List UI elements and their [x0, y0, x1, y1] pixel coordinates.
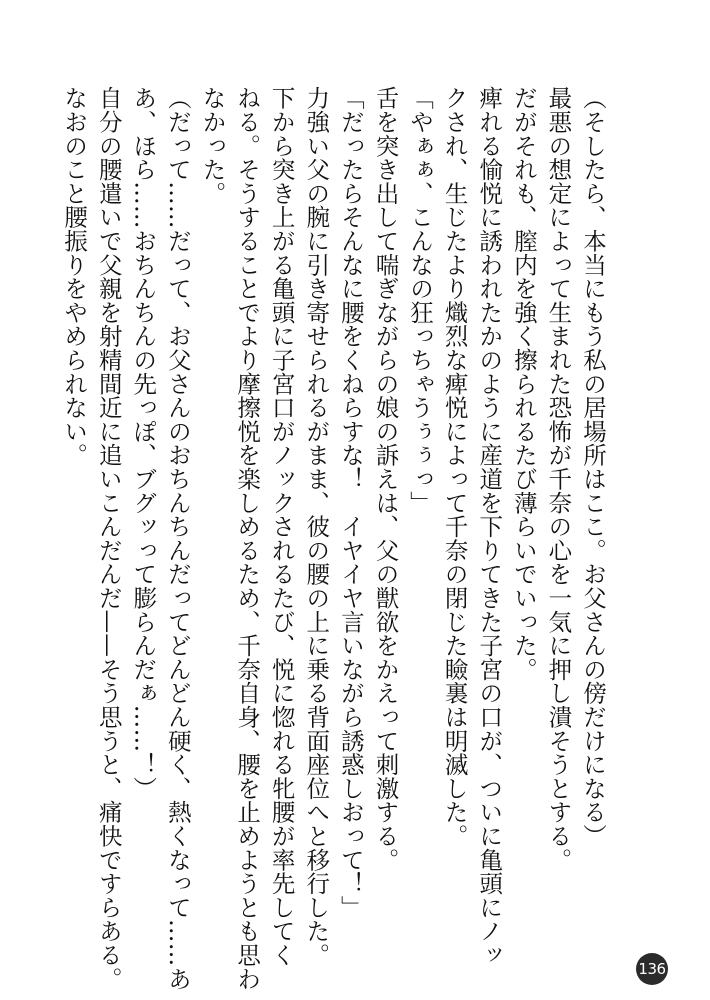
text-line: あ、ほら……おちんちんの先っぽ、ブグッって膨らんだぁ……！） [129, 86, 158, 800]
text-line: なかった。 [198, 86, 227, 205]
text-line: 「だったらそんなに腰をくねらすな！ イヤイヤ言いながら誘惑しおって！」 [336, 86, 365, 919]
text-line: 舌を突き出して喘ぎながらの娘の訴えは、父の獣欲をかえって刺激する。 [371, 86, 400, 872]
text-line: （だって……だって、お父さんのおちんちんだってどんどん硬く、熱くなって……あ [163, 86, 192, 991]
page-number: 136 [638, 960, 666, 978]
vertical-text-body [60, 86, 610, 991]
text-line: ねる。そうすることでより摩擦悦を楽しめるため、千奈自身、腰を止めようとも思わ [233, 86, 262, 991]
text-line: 最悪の想定によって生まれた恐怖が千奈の心を一気に押し潰そうとする。 [544, 86, 573, 872]
page-number-badge [636, 953, 668, 985]
text-line: クされ、生じたより熾烈な痺悦によって千奈の閉じた瞼裏は明滅した。 [440, 86, 469, 848]
text-line: （そしたら、本当にもう私の居場所はここ。お父さんの傍だけになる） [579, 86, 607, 848]
text-line: なおのこと腰振りをやめられない。 [60, 86, 89, 467]
text-line: 下から突き上がる亀頭に子宮口がノックされるたび、悦に惚れる牝腰が率先してく [267, 86, 296, 967]
text-line: だがそれも、膣内を強く擦られるたび薄らいでいった。 [509, 86, 538, 681]
text-line: 痺れる愉悦に誘われたかのように産道を下りてきた子宮の口が、ついに亀頭にノッ [475, 86, 504, 967]
text-line: 「やぁぁ、こんなの狂っちゃうぅぅっ」 [406, 86, 435, 515]
text-line: 力強い父の腕に引き寄せられるがまま、彼の腰の上に乗る背面座位へと移行した。 [302, 86, 331, 967]
text-line: 自分の腰遣いで父親を射精間近に追いこんだんだ——そう思うと、痛快ですらある。 [94, 86, 123, 991]
